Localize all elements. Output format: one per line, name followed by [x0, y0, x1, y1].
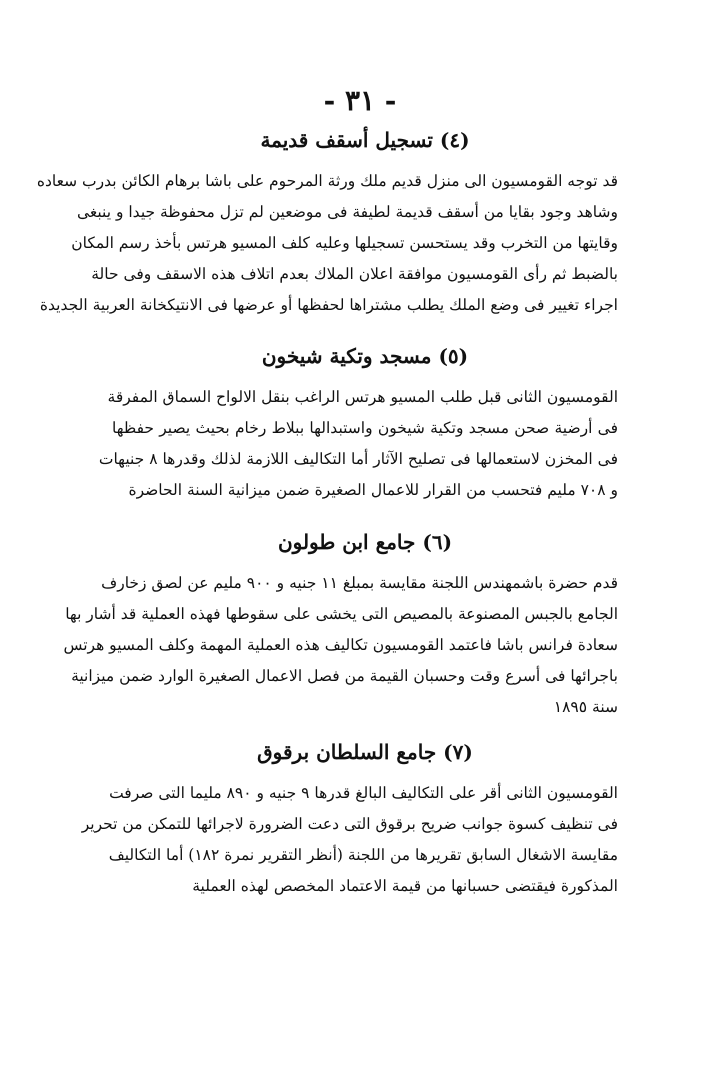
paragraph-line: سعادة فرانس باشا فاعتمد القومسيون تكاليف هذه العملية المهمة وكلف المسيو هرتس [63, 636, 618, 654]
paragraph-line: فى تنظيف كسوة جوانب ضريح برقوق التى دعت الضرورة لاجرائها للتمكن من تحرير [81, 815, 618, 833]
paragraph-line: قدم حضرة باشمهندس اللجنة مقايسة بمبلغ ١١ جنيه و ٩٠٠ مليم عن لصق زخارف [101, 574, 618, 592]
paragraph-line: باجرائها فى أسرع وقت وحسبان القيمة من فصل الاعمال الصغيرة الوارد ضمن ميزانية [71, 667, 618, 685]
section-shaykhu-mosque [98, 344, 618, 506]
paragraph-line: فى المخزن لاستعمالها فى تصليح الآثار أما التكاليف اللازمة لذلك وقدرها ٨ جنيهات [98, 450, 618, 468]
paragraph-line: وقايتها من التخرب وقد يستحسن تسجيلها وعليه كلف المسيو هرتس بأخذ رسم المكان [71, 234, 618, 252]
section-old-ceilings [36, 128, 618, 321]
paragraph-line: قد توجه القومسيون الى منزل قديم ملك ورثة المرحوم على باشا برهام الكائن بدرب سعاده [36, 172, 618, 190]
paragraph-line: اجراء تغيير فى وضع الملك يطلب مشتراها لحفظها أو عرضها فى الانتيكخانة العربية الجديدة [39, 296, 618, 314]
section-title: (٥) مسجد وتكية شيخون [261, 344, 469, 368]
paragraph-line: سنة ١٨٩٥ [553, 698, 618, 716]
section-title: (٦) جامع ابن طولون [277, 530, 453, 554]
paragraph-line: بالضبط ثم رأى القومسيون موافقة اعلان الملاك بعدم اتلاف هذه الاسقف وفى حالة [91, 265, 618, 283]
paragraph-line: المذكورة فيقتضى حسبانها من قيمة الاعتماد المخصص لهذه العملية [192, 877, 618, 895]
section-barquq-mosque [81, 740, 618, 902]
section-ibn-tulun-mosque [63, 530, 618, 723]
paragraph-line: فى أرضية صحن مسجد وتكية شيخون واستبدالها ببلاط رخام بحيث يصير حفظها [112, 419, 618, 437]
paragraph-line: الجامع بالجبس المصنوعة بالمصيص التى يخشى على سقوطها فهذه العملية قد أشار بها [65, 605, 618, 623]
paragraph-line: القومسيون الثانى أقر على التكاليف البالغ قدرها ٩ جنيه و ٨٩٠ مليما التى صرفت [109, 784, 618, 802]
section-title: (٤) تسجيل أسقف قديمة [260, 128, 470, 152]
paragraph-line: مقايسة الاشغال السابق تقريرها من اللجنة (أنظر التقرير نمرة ١٨٢) أما التكاليف [108, 846, 618, 864]
page-number: - ٣١ - [323, 84, 397, 117]
paragraph-line: وشاهد وجود بقايا من أسقف قديمة لطيفة فى موضعين لم تزل محفوظة جيدا و ينبغى [76, 203, 618, 221]
paragraph-line: القومسيون الثانى قبل طلب المسيو هرتس الراغب بنقل الالواح السماق المفرقة [107, 388, 618, 406]
section-title: (٧) جامع السلطان برقوق [257, 740, 473, 764]
paragraph-line: و ٧٠٨ مليم فتحسب من القرار للاعمال الصغيرة ضمن ميزانية السنة الحاضرة [128, 481, 618, 499]
